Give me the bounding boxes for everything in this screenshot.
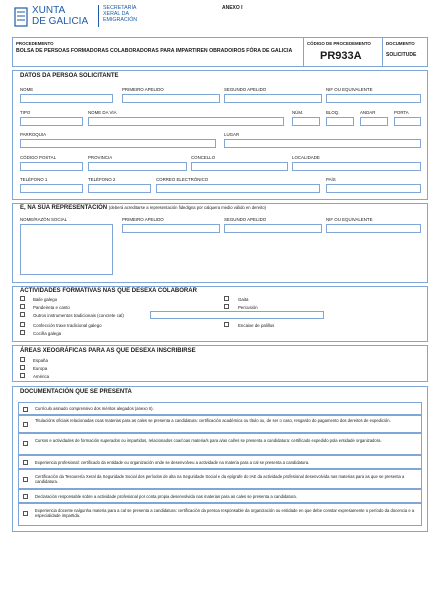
rep-surname2-input[interactable]	[224, 224, 322, 233]
checkbox-america[interactable]	[20, 373, 25, 378]
company-label: NOME/RAZÓN SOCIAL	[20, 217, 68, 222]
activity-percusion: Percusión	[238, 305, 258, 310]
place-input[interactable]	[224, 139, 421, 148]
surname2-input[interactable]	[224, 94, 322, 103]
rep-nif-input[interactable]	[326, 224, 421, 233]
phone1-label: TELÉFONO 1	[20, 177, 48, 182]
surname1-input[interactable]	[122, 94, 220, 103]
other-instruments-input[interactable]	[150, 311, 324, 319]
document-label: DOCUMENTO	[386, 41, 415, 46]
email-input[interactable]	[156, 184, 320, 193]
doc-text: Declaración responsable sobre a actividade profesional por conta propia desenvolvida nas materias para as cales se presenta a candidatura.	[35, 494, 297, 499]
council-label: CONCELLO	[191, 155, 216, 160]
doc-text: Experiencia profesional: certificado da entidade ou organización onde se desenvolveu a actividade na materia para a cal se presenta a candidatura.	[35, 460, 310, 465]
rep-nif-label: NIF OU EQUIVALENTE	[326, 217, 373, 222]
province-input[interactable]	[88, 162, 187, 171]
rep-surname2-label: SEGUNDO APELIDO	[224, 217, 267, 222]
doc-row	[18, 489, 422, 503]
postcode-label: CÓDIGO POSTAL	[20, 155, 57, 160]
checkbox-percusion[interactable]	[224, 304, 229, 309]
doc-row	[18, 469, 422, 489]
checkbox-europa[interactable]	[20, 365, 25, 370]
country-label: PAÍS	[326, 177, 336, 182]
floor-label: ANDAR	[360, 110, 376, 115]
procedure-code-label: CÓDIGO DE PROCEDEMENTO	[307, 41, 371, 46]
doc-text: Currículo asinado comprensivo dos méritos alegados (anexo II).	[35, 406, 154, 411]
procedure-label: PROCEDEMENTO	[16, 41, 54, 46]
representation-title-text: E, NA SÚA REPRESENTACIÓN	[20, 205, 108, 211]
parish-label: PARROQUIA	[20, 132, 47, 137]
surname2-label: SEGUNDO APELIDO	[224, 87, 267, 92]
nif-input[interactable]	[326, 94, 421, 103]
place-label: LUGAR	[224, 132, 240, 137]
area-espana: España	[33, 358, 48, 363]
checkbox-encaixe[interactable]	[224, 322, 229, 327]
org-line1: XUNTA	[32, 5, 66, 16]
activity-traxe: Confección traxe tradicional galego	[33, 323, 102, 328]
activity-pandeireta: Pandeireta e canto	[33, 305, 70, 310]
doc-text: Certificación da Tesourería Xeral da Seguridade Social dos períodos de alta na Seguridade Social e da epígrafe do IAE da actividade profesional desenvolvida nas materias para as que se presenta a candidatura.	[35, 474, 405, 485]
doc-row	[18, 503, 422, 526]
doc-checkbox[interactable]	[23, 460, 28, 465]
doc-checkbox[interactable]	[23, 407, 28, 412]
checkbox-outros[interactable]	[20, 312, 25, 317]
checkbox-pandeireta[interactable]	[20, 304, 25, 309]
locality-input[interactable]	[292, 162, 421, 171]
doc-checkbox[interactable]	[23, 494, 28, 499]
doc-row	[18, 402, 422, 415]
doc-text: Titulacións oficiais relacionadas coas materias para as cales se presenta a candidatura: certificación académica ou título ou, de ser o caso, resgardo do pagamento dos dereitos de expedición.	[35, 418, 391, 423]
checkbox-traxe[interactable]	[20, 322, 25, 327]
country-input[interactable]	[326, 184, 421, 193]
nif-label: NIF OU EQUIVALENTE	[326, 87, 373, 92]
activity-outros: Outros instrumentos tradicionais (concrete cal)	[33, 313, 124, 318]
doc-text: Experiencia docente nalgunha materia para a cal se presenta a candidatura: certificación da persoa responsable da organización ou entidade en que debe constar expresamente o período da docencia e a especialidade impartida.	[35, 508, 415, 519]
postcode-input[interactable]	[20, 162, 83, 171]
dept-line1: SECRETARÍA	[103, 5, 137, 11]
org-name	[32, 5, 88, 27]
dept-line2: XERAL DA	[103, 11, 130, 18]
phone2-label: TELÉFONO 2	[88, 177, 116, 182]
company-input[interactable]	[20, 224, 113, 275]
doc-checkbox[interactable]	[23, 422, 28, 427]
street-input[interactable]	[88, 117, 284, 126]
checkbox-espana[interactable]	[20, 357, 25, 362]
checkbox-cocina[interactable]	[20, 330, 25, 335]
block-label: BLOQ.	[326, 110, 340, 115]
doc-checkbox[interactable]	[23, 441, 28, 446]
council-input[interactable]	[191, 162, 288, 171]
representation-note: (deberá acreditarse a representación fidedigna por calquera medio válido en dereito)	[108, 205, 266, 210]
number-label: NÚM.	[292, 110, 304, 115]
email-label: CORREO ELECTRÓNICO	[156, 177, 209, 182]
block-input[interactable]	[326, 117, 354, 126]
name-input[interactable]	[20, 94, 113, 103]
rep-surname1-label: PRIMEIRO APELIDO	[122, 217, 164, 222]
rep-surname1-input[interactable]	[122, 224, 220, 233]
checkbox-baile[interactable]	[20, 296, 25, 301]
street-label: NOME DA VÍA	[88, 110, 117, 115]
doc-row	[18, 433, 422, 455]
activity-cocina: Cociña galega	[33, 331, 62, 336]
xunta-emblem-icon	[14, 7, 28, 27]
phone1-input[interactable]	[20, 184, 83, 193]
area-europa: Europa	[33, 366, 48, 371]
doc-checkbox[interactable]	[23, 477, 28, 482]
door-label: PORTA	[394, 110, 409, 115]
type-label: TIPO	[20, 110, 31, 115]
checkbox-gaita[interactable]	[224, 296, 229, 301]
province-label: PROVINCIA	[88, 155, 113, 160]
type-input[interactable]	[20, 117, 83, 126]
documentation-title: DOCUMENTACIÓN QUE SE PRESENTA	[20, 389, 132, 395]
applicant-title: DATOS DA PERSOA SOLICITANTE	[20, 73, 119, 79]
procedure-title: BOLSA DE PERSOAS FORMADORAS COLABORADORAS PARA IMPARTIREN OBRADOIROS FÓRA DE GALICIA	[16, 48, 293, 54]
areas-title: ÁREAS XEOGRÁFICAS PARA AS QUE DESEXA INSCRIBIRSE	[20, 348, 196, 354]
door-input[interactable]	[394, 117, 421, 126]
activity-gaita: Gaita	[238, 297, 249, 302]
doc-checkbox[interactable]	[23, 511, 28, 516]
area-america: América	[33, 374, 50, 379]
activity-baile: Baile galego	[33, 297, 58, 302]
number-input[interactable]	[292, 117, 320, 126]
logo-divider	[98, 5, 99, 27]
phone2-input[interactable]	[88, 184, 151, 193]
floor-input[interactable]	[360, 117, 388, 126]
doc-text: Cursos e actividades de formación superados ou impartidos, relacionados coa/coas materia/s para a/as cal/es se presenta a candidatura: certificado expedido pola entidade organizadora.	[35, 438, 382, 443]
doc-row	[18, 415, 422, 433]
document-value: SOLICITUDE	[386, 52, 417, 58]
name-label: NOME	[20, 87, 34, 92]
org-line2: DE GALICIA	[32, 16, 89, 27]
parish-input[interactable]	[20, 139, 216, 148]
locality-label: LOCALIDADE	[292, 155, 320, 160]
surname1-label: PRIMEIRO APELIDO	[122, 87, 164, 92]
activities-title: ACTIVIDADES FORMATIVAS NAS QUE DESEXA COLABORAR	[20, 288, 197, 294]
activity-encaixe: Encaixe de palillos	[238, 323, 275, 328]
dept-line3: EMIGRACIÓN	[103, 17, 138, 24]
dept-name	[103, 5, 137, 24]
annex-label: ANEXO I	[222, 5, 243, 11]
doc-row	[18, 455, 422, 469]
procedure-code: PR933A	[320, 50, 362, 62]
representation-title	[20, 205, 266, 211]
